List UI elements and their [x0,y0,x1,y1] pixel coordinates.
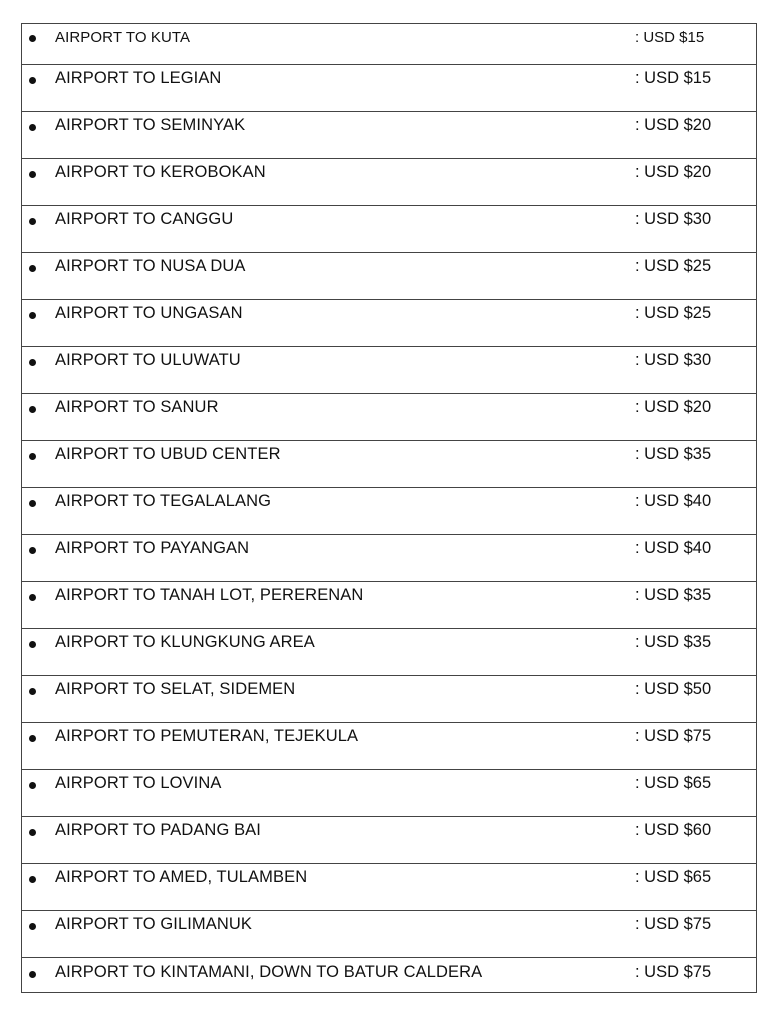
bullet-icon [29,641,36,648]
destination-label: AIRPORT TO SEMINYAK [55,116,246,134]
destination-label: AIRPORT TO KEROBOKAN [55,163,266,181]
table-row [22,582,756,629]
bullet-icon [29,453,36,460]
price-value: : USD $30 [635,210,712,228]
destination-label: AIRPORT TO TEGALALANG [55,492,272,510]
price-value: : USD $65 [635,774,712,792]
price-value: : USD $35 [635,445,712,463]
price-value: : USD $75 [635,963,712,981]
bullet-icon [29,171,36,178]
table-row [22,347,756,394]
destination-label: AIRPORT TO SANUR [55,398,219,416]
bullet-icon [29,876,36,883]
table-row [22,535,756,582]
price-value: : USD $15 [635,29,705,46]
table-row [22,629,756,676]
table-row [22,394,756,441]
table-row [22,65,756,112]
table-row [22,112,756,159]
price-value: : USD $30 [635,351,712,369]
price-value: : USD $65 [635,868,712,886]
bullet-icon [29,265,36,272]
destination-label: AIRPORT TO PAYANGAN [55,539,250,557]
table-row [22,488,756,535]
bullet-icon [29,406,36,413]
bullet-icon [29,35,36,42]
destination-label: AIRPORT TO LEGIAN [55,69,222,87]
bullet-icon [29,359,36,366]
price-value: : USD $25 [635,257,712,275]
destination-label: AIRPORT TO PEMUTERAN, TEJEKULA [55,727,359,745]
destination-label: AIRPORT TO KUTA [55,29,191,46]
table-row [22,817,756,864]
bullet-icon [29,971,36,978]
price-table [21,23,757,993]
destination-label: AIRPORT TO GILIMANUK [55,915,252,933]
price-value: : USD $35 [635,586,712,604]
table-row [22,864,756,911]
bullet-icon [29,594,36,601]
price-value: : USD $20 [635,163,712,181]
bullet-icon [29,782,36,789]
table-row [22,300,756,347]
destination-label: AIRPORT TO NUSA DUA [55,257,246,275]
bullet-icon [29,735,36,742]
table-row [22,676,756,723]
price-value: : USD $40 [635,539,712,557]
table-row [22,159,756,206]
price-value: : USD $25 [635,304,712,322]
destination-label: AIRPORT TO KINTAMANI, DOWN TO BATUR CALDERA [55,963,483,981]
bullet-icon [29,218,36,225]
destination-label: AIRPORT TO PADANG BAI [55,821,261,839]
table-row [22,911,756,958]
bullet-icon [29,688,36,695]
bullet-icon [29,312,36,319]
price-value: : USD $75 [635,727,712,745]
destination-label: AIRPORT TO CANGGU [55,210,234,228]
table-row [22,723,756,770]
bullet-icon [29,500,36,507]
destination-label: AIRPORT TO ULUWATU [55,351,241,369]
table-row [22,958,756,993]
price-value: : USD $20 [635,116,712,134]
table-row [22,24,756,65]
destination-label: AIRPORT TO LOVINA [55,774,222,792]
destination-label: AIRPORT TO TANAH LOT, PERERENAN [55,586,364,604]
price-value: : USD $35 [635,633,712,651]
destination-label: AIRPORT TO SELAT, SIDEMEN [55,680,296,698]
price-value: : USD $75 [635,915,712,933]
bullet-icon [29,923,36,930]
bullet-icon [29,829,36,836]
bullet-icon [29,77,36,84]
destination-label: AIRPORT TO UNGASAN [55,304,243,322]
destination-label: AIRPORT TO KLUNGKUNG AREA [55,633,315,651]
bullet-icon [29,124,36,131]
table-row [22,770,756,817]
price-value: : USD $40 [635,492,712,510]
price-value: : USD $15 [635,69,712,87]
table-row [22,253,756,300]
table-row [22,206,756,253]
price-value: : USD $50 [635,680,712,698]
bullet-icon [29,547,36,554]
destination-label: AIRPORT TO UBUD CENTER [55,445,281,463]
destination-label: AIRPORT TO AMED, TULAMBEN [55,868,308,886]
price-value: : USD $20 [635,398,712,416]
table-row [22,441,756,488]
price-value: : USD $60 [635,821,712,839]
